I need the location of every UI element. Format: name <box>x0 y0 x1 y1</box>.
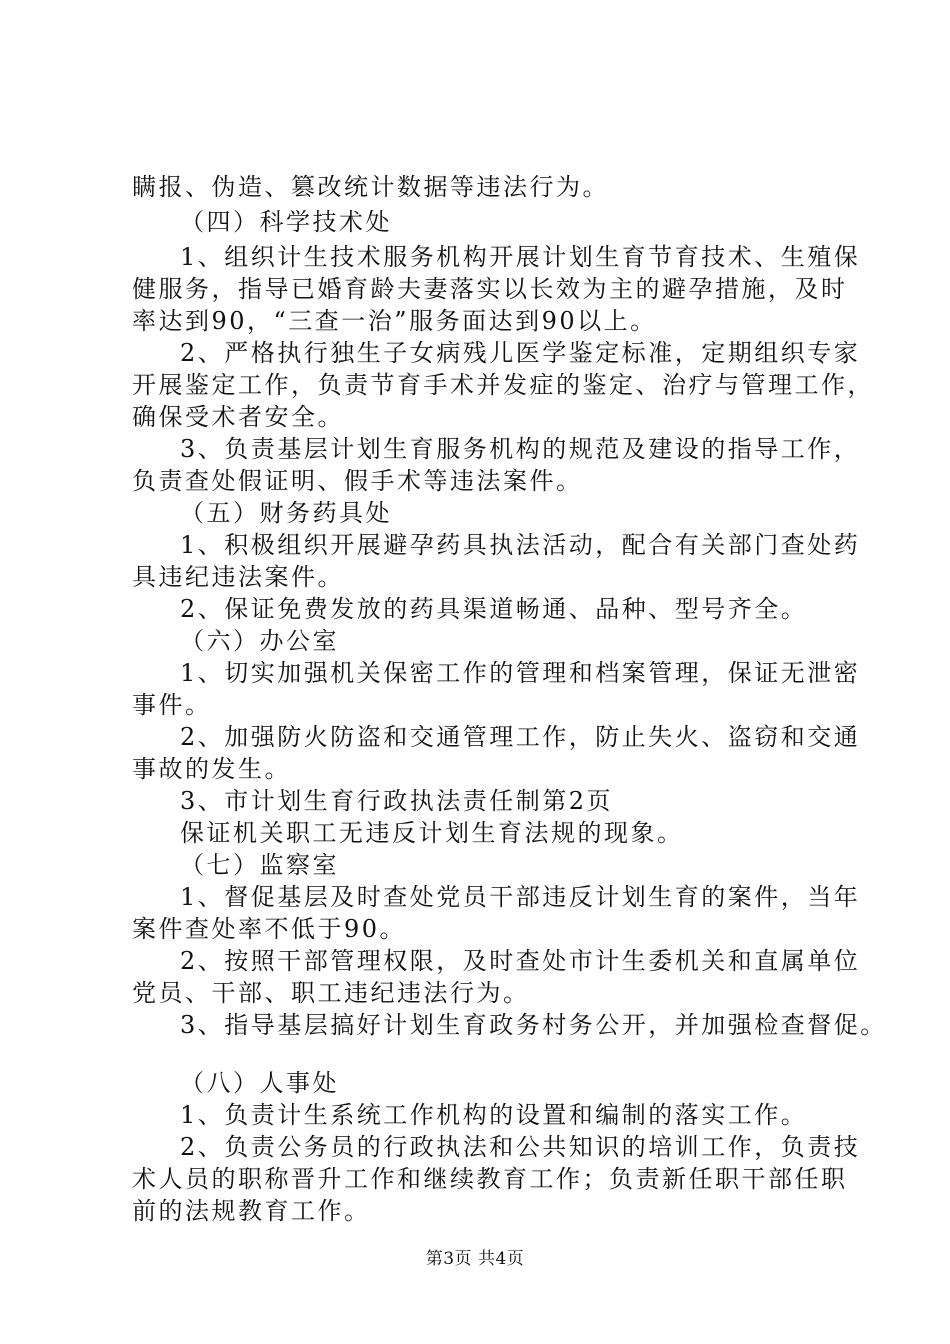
text-line: 事故的发生。 <box>132 755 291 783</box>
text-line: 前的法规教育工作。 <box>132 1197 371 1225</box>
text-line: 健服务，指导已婚育龄夫妻落实以长效为主的避孕措施，及时 <box>132 275 848 303</box>
text-line: 具违纪违法案件。 <box>132 563 344 591</box>
text-line: 党员、干部、职工违纪违法行为。 <box>132 979 530 1007</box>
text-line: 3、市计划生育行政执法责任制第2页 <box>180 787 614 815</box>
text-line: 保证机关职工无违反计划生育法规的现象。 <box>180 819 684 847</box>
text-line: 1、负责计生系统工作机构的设置和编制的落实工作。 <box>180 1101 808 1129</box>
text-line: 2、保证免费发放的药具渠道畅通、品种、型号齐全。 <box>180 595 808 623</box>
text-line: 术人员的职称晋升工作和继续教育工作；负责新任职干部任职 <box>132 1165 848 1193</box>
text-line: 2、负责公务员的行政执法和公共知识的培训工作，负责技 <box>180 1133 861 1161</box>
text-line: 开展鉴定工作，负责节育手术并发症的鉴定、治疗与管理工作， <box>132 371 874 399</box>
text-line: 1、督促基层及时查处党员干部违反计划生育的案件，当年 <box>180 883 861 911</box>
section-heading-personnel: （八）人事处 <box>180 1069 339 1097</box>
section-heading-finance: （五）财务药具处 <box>180 499 392 527</box>
page-number-footer: 第3页 共4页 <box>425 1249 525 1269</box>
section-heading-science: （四）科学技术处 <box>180 208 392 236</box>
text-line: 瞒报、伪造、篡改统计数据等违法行为。 <box>132 173 609 201</box>
text-line: 3、负责基层计划生育服务机构的规范及建设的指导工作， <box>180 435 861 463</box>
text-line: 事件。 <box>132 691 212 719</box>
text-line: 案件查处率不低于90。 <box>132 915 407 943</box>
section-heading-office: （六）办公室 <box>180 627 339 655</box>
text-line: 3、指导基层搞好计划生育政务村务公开，并加强检查督促。 <box>180 1011 887 1039</box>
text-line: 1、组织计生技术服务机构开展计划生育节育技术、生殖保 <box>180 243 861 271</box>
text-line: 负责查处假证明、假手术等违法案件。 <box>132 467 583 495</box>
text-line: 2、加强防火防盗和交通管理工作，防止失火、盗窃和交通 <box>180 723 861 751</box>
text-line: 2、按照干部管理权限，及时查处市计生委机关和直属单位 <box>180 947 861 975</box>
text-line: 确保受术者安全。 <box>132 403 344 431</box>
text-line: 率达到90，“三查一治”服务面达到90以上。 <box>132 307 657 335</box>
text-line: 2、严格执行独生子女病残儿医学鉴定标准，定期组织专家 <box>180 339 861 367</box>
text-line: 1、切实加强机关保密工作的管理和档案管理，保证无泄密 <box>180 659 861 687</box>
section-heading-supervision: （七）监察室 <box>180 851 339 879</box>
text-line: 1、积极组织开展避孕药具执法活动，配合有关部门查处药 <box>180 531 861 559</box>
